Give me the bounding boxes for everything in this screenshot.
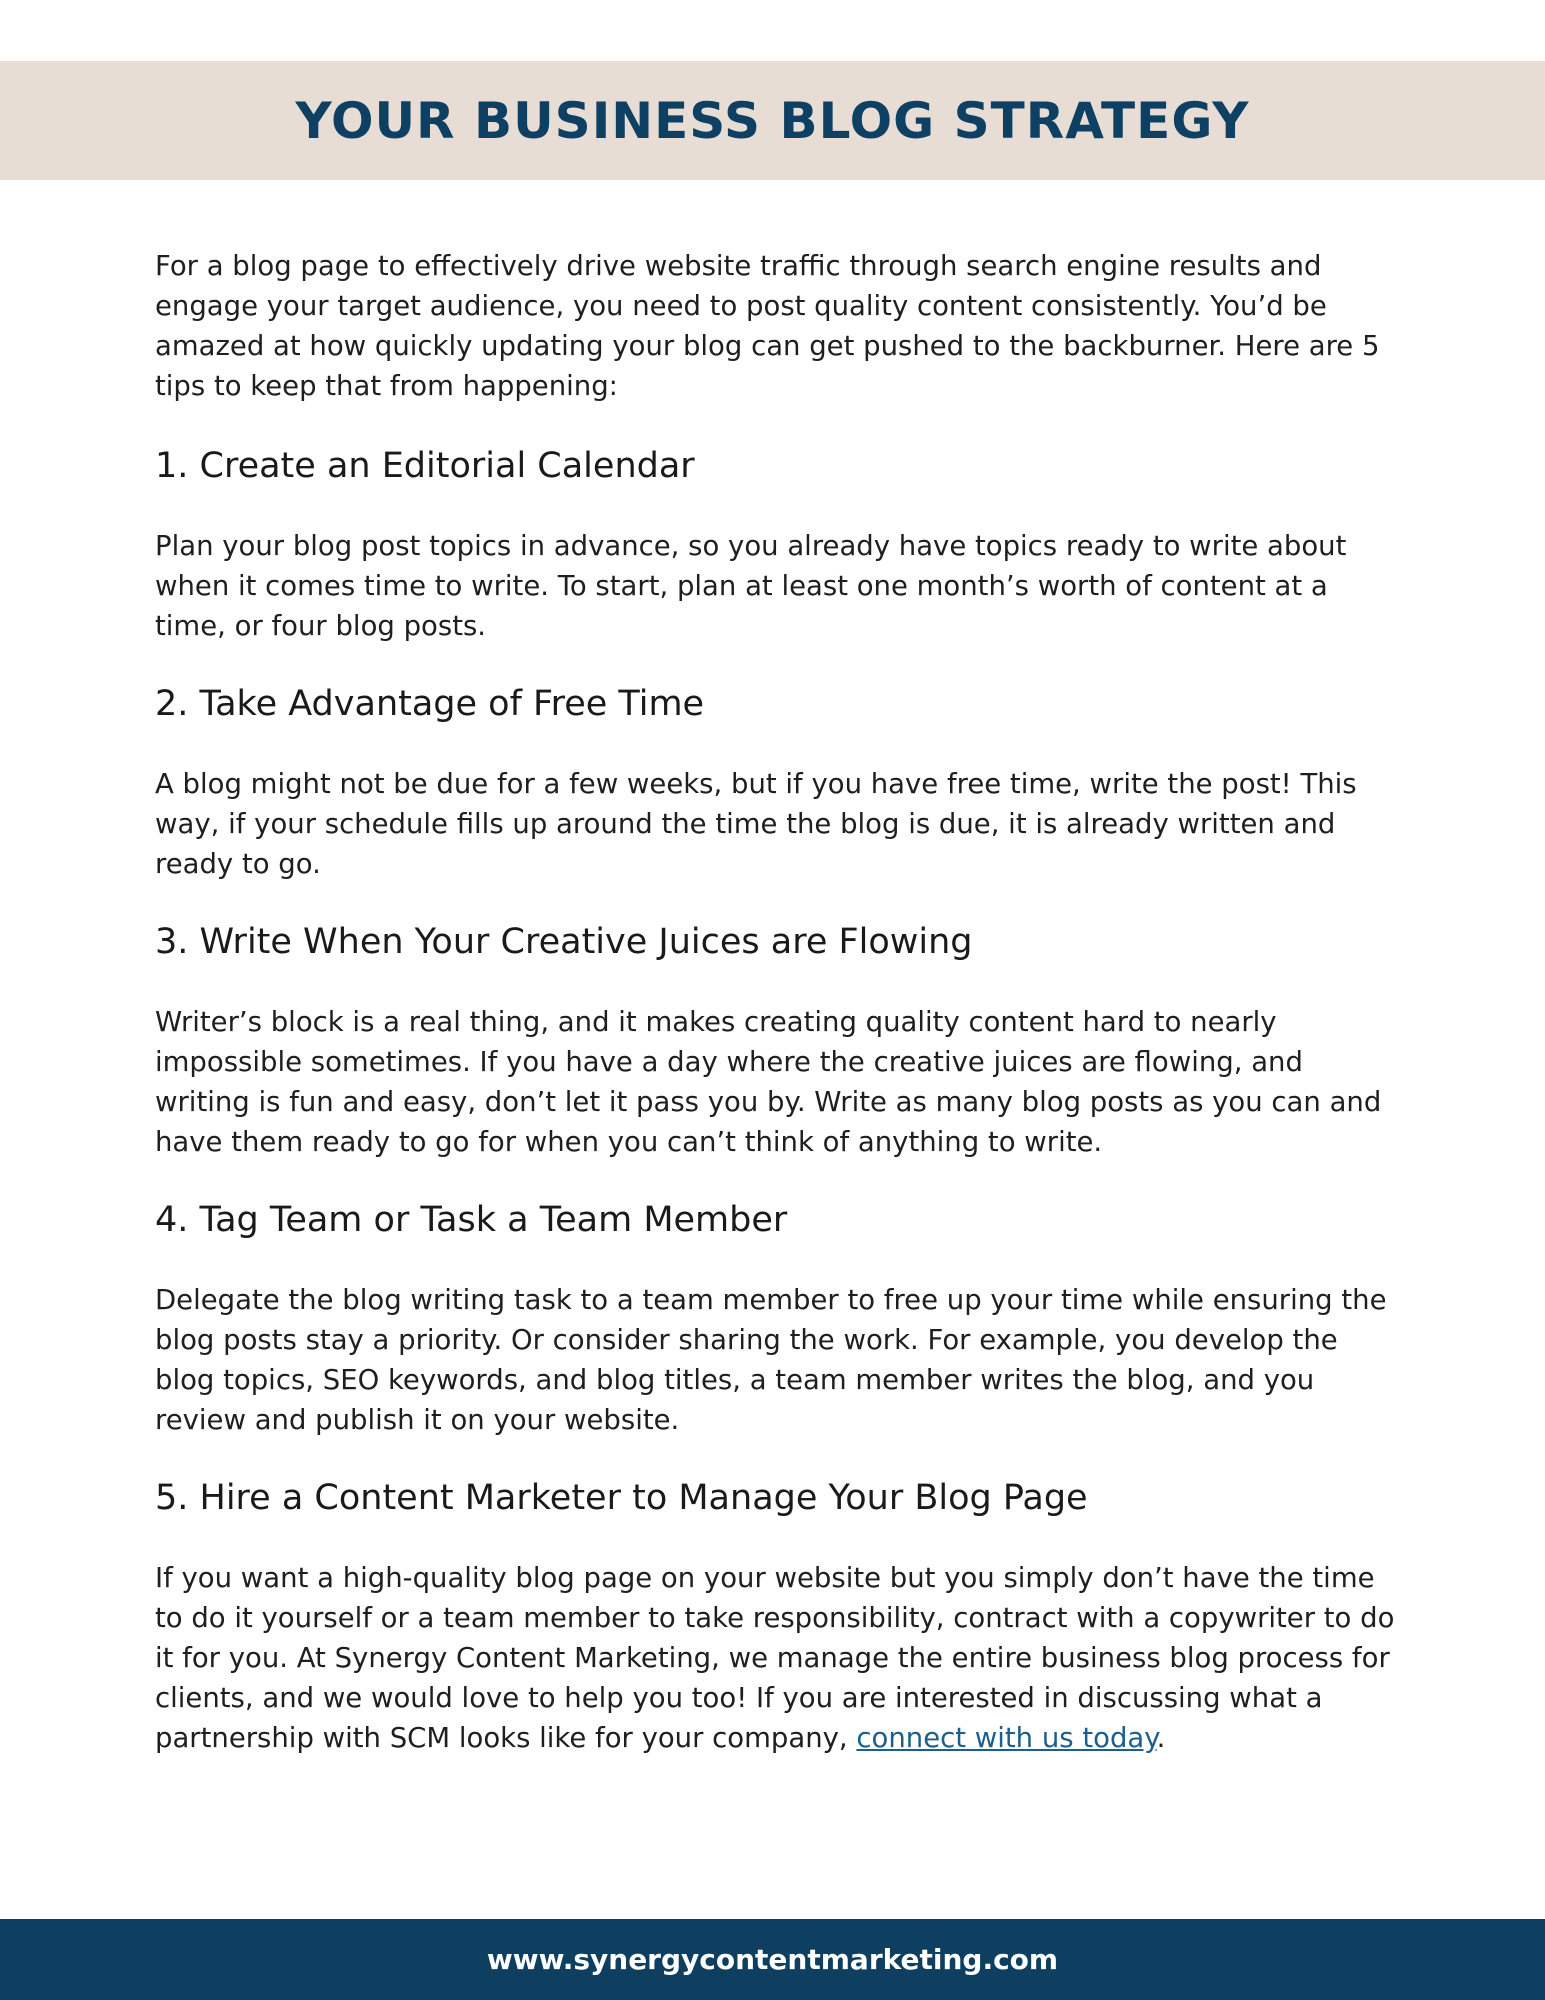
- header-band: [0, 61, 1545, 180]
- connect-with-us-link[interactable]: connect with us today: [856, 1722, 1157, 1754]
- footer-website-url[interactable]: www.synergycontentmarketing.com: [486, 1943, 1059, 1976]
- tip-5-body: If you want a high-quality blog page on your website but you simply don’t have the time to do it yourself or a team member to take responsibility, contract with a copywriter to do it for you. At Synergy Content Marketing, we manage the entire business blog process for clients, and we would love to help you too! If you are interested in discussing what a partnership with SCM looks like for your company,: [155, 1562, 1395, 1754]
- intro-paragraph: For a blog page to effectively drive website traffic through search engine results and engage your target audience, you need to post quality content consistently. You’d be amazed at how quickly updating your blog can get pushed to the backburner. Here are 5 tips to keep that from happening:: [155, 250, 1380, 402]
- tip-2-heading: 2. Take Advantage of Free Time: [155, 684, 705, 724]
- tip-5-link-suffix: .: [1156, 1722, 1166, 1754]
- article-content: [155, 246, 1400, 1758]
- tip-3-heading: 3. Write When Your Creative Juices are Flowing: [155, 922, 973, 962]
- page-title: YOUR BUSINESS BLOG STRATEGY: [295, 91, 1250, 150]
- tip-1-heading: 1. Create an Editorial Calendar: [155, 446, 695, 486]
- tip-4-heading: 4. Tag Team or Task a Team Member: [155, 1200, 788, 1240]
- tip-1-body: Plan your blog post topics in advance, so you already have topics ready to write about when it comes time to write. To start, plan at least one month’s worth of content at a time, or four blog posts.: [155, 530, 1347, 642]
- tip-3-body: Writer’s block is a real thing, and it makes creating quality content hard to nearly impossible sometimes. If you have a day where the creative juices are flowing, and writing is fun and easy, don’t let it pass you by. Write as many blog posts as you can and have them ready to go for when you can’t think of anything to write.: [155, 1006, 1382, 1158]
- footer-band: [0, 1919, 1545, 2000]
- tip-4-body: Delegate the blog writing task to a team member to free up your time while ensuring the blog posts stay a priority. Or consider sharing the work. For example, you develop the blog topics, SEO keywords, and blog titles, a team member writes the blog, and you review and publish it on your website.: [155, 1284, 1387, 1436]
- tip-2-body: A blog might not be due for a few weeks, but if you have free time, write the post! This way, if your schedule fills up around the time the blog is due, it is already written and ready to go.: [155, 768, 1357, 880]
- tip-5-heading: 5. Hire a Content Marketer to Manage Your Blog Page: [155, 1478, 1088, 1518]
- tip-5-body-paragraph: [155, 1558, 1400, 1758]
